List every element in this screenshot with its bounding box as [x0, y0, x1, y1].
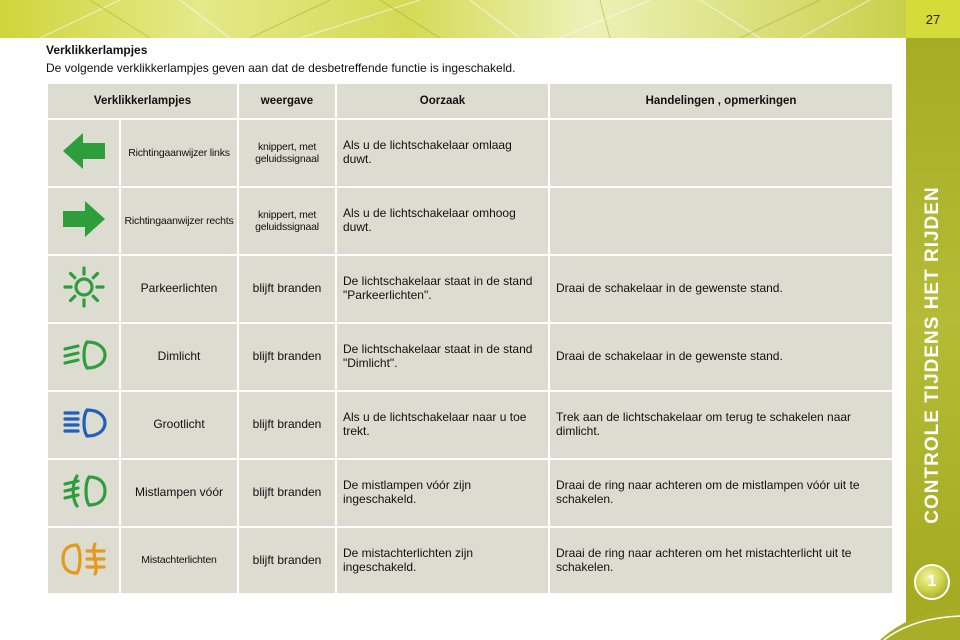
lamp-action: Draai de ring naar achteren om de mistlampen vóór uit te schakelen.: [549, 459, 893, 527]
lamp-name: Dimlicht: [120, 323, 238, 391]
lamp-action: Draai de ring naar achteren om het mistachterlicht uit te schakelen.: [549, 527, 893, 594]
icon-cell: [47, 255, 120, 323]
header-actions: Handelingen , opmerkingen: [549, 83, 893, 119]
right-arrow-icon: [61, 199, 107, 239]
parking-light-shape: [65, 268, 103, 306]
chapter-badge: 1: [914, 564, 950, 600]
icon-cell: [47, 459, 120, 527]
icon-cell: [47, 187, 120, 255]
lamp-display: blijft branden: [238, 527, 336, 594]
lamp-action: [549, 187, 893, 255]
low-beam-icon: [61, 338, 107, 372]
lamp-name: Parkeerlichten: [120, 255, 238, 323]
lamp-action: Trek aan de lichtschakelaar om terug te schakelen naar dimlicht.: [549, 391, 893, 459]
high-beam-icon: [61, 406, 107, 440]
header-cause: Oorzaak: [336, 83, 549, 119]
table-row: [47, 255, 893, 323]
lamp-action: Draai de schakelaar in de gewenste stand.: [549, 255, 893, 323]
lamp-name: Grootlicht: [120, 391, 238, 459]
icon-cell: [47, 391, 120, 459]
lamp-action: Draai de schakelaar in de gewenste stand.: [549, 323, 893, 391]
right-arrow-shape: [63, 201, 105, 237]
parking-light-icon: [62, 265, 106, 309]
front-fog-icon: [61, 473, 107, 509]
warning-lamps-table: [46, 82, 894, 595]
lamp-cause: Als u de lichtschakelaar omlaag duwt.: [336, 119, 549, 187]
rear-fog-icon: [61, 541, 107, 577]
chapter-title: CONTROLE TIJDENS HET RIJDEN: [922, 186, 943, 524]
lamp-name: Mistachterlichten: [120, 527, 238, 594]
lamp-display: blijft branden: [238, 255, 336, 323]
rear-fog-shape: [63, 544, 104, 574]
lamp-display: knippert, met geluidssignaal: [238, 119, 336, 187]
left-arrow-shape: [63, 133, 105, 169]
lamp-display: knippert, met geluidssignaal: [238, 187, 336, 255]
header-banner: [0, 0, 906, 38]
low-beam-shape: [65, 342, 105, 368]
table-row: [47, 527, 893, 594]
section-title: Verklikkerlampjes: [46, 43, 148, 57]
lamp-cause: Als u de lichtschakelaar omhoog duwt.: [336, 187, 549, 255]
table-row: [47, 187, 893, 255]
lamp-cause: De mistlampen vóór zijn ingeschakeld.: [336, 459, 549, 527]
left-arrow-icon: [61, 131, 107, 171]
lamp-display: blijft branden: [238, 459, 336, 527]
lamp-name: Richtingaanwijzer rechts: [120, 187, 238, 255]
lamp-cause: De lichtschakelaar staat in de stand "Dimlicht".: [336, 323, 549, 391]
table-row: [47, 323, 893, 391]
table-header-row: [47, 83, 893, 119]
icon-cell: [47, 119, 120, 187]
table-row: [47, 119, 893, 187]
icon-cell: [47, 323, 120, 391]
header-lamps: Verklikkerlampjes: [47, 83, 238, 119]
lamp-cause: Als u de lichtschakelaar naar u toe trekt.: [336, 391, 549, 459]
lamp-name: Mistlampen vóór: [120, 459, 238, 527]
lamp-name: Richtingaanwijzer links: [120, 119, 238, 187]
header-display: weergave: [238, 83, 336, 119]
page-number: 27: [906, 0, 960, 38]
high-beam-shape: [65, 410, 105, 436]
table-row: [47, 459, 893, 527]
icon-cell: [47, 527, 120, 594]
lamp-cause: De lichtschakelaar staat in de stand "Parkeerlichten".: [336, 255, 549, 323]
lamp-display: blijft branden: [238, 323, 336, 391]
section-intro: De volgende verklikkerlampjes geven aan dat de desbetreffende functie is ingeschakeld.: [46, 61, 516, 75]
lamp-cause: De mistachterlichten zijn ingeschakeld.: [336, 527, 549, 594]
lamp-display: blijft branden: [238, 391, 336, 459]
front-fog-shape: [65, 476, 105, 506]
lamp-action: [549, 119, 893, 187]
page-corner-decoration: [880, 602, 960, 640]
table-row: [47, 391, 893, 459]
banner-pattern: [0, 0, 906, 38]
